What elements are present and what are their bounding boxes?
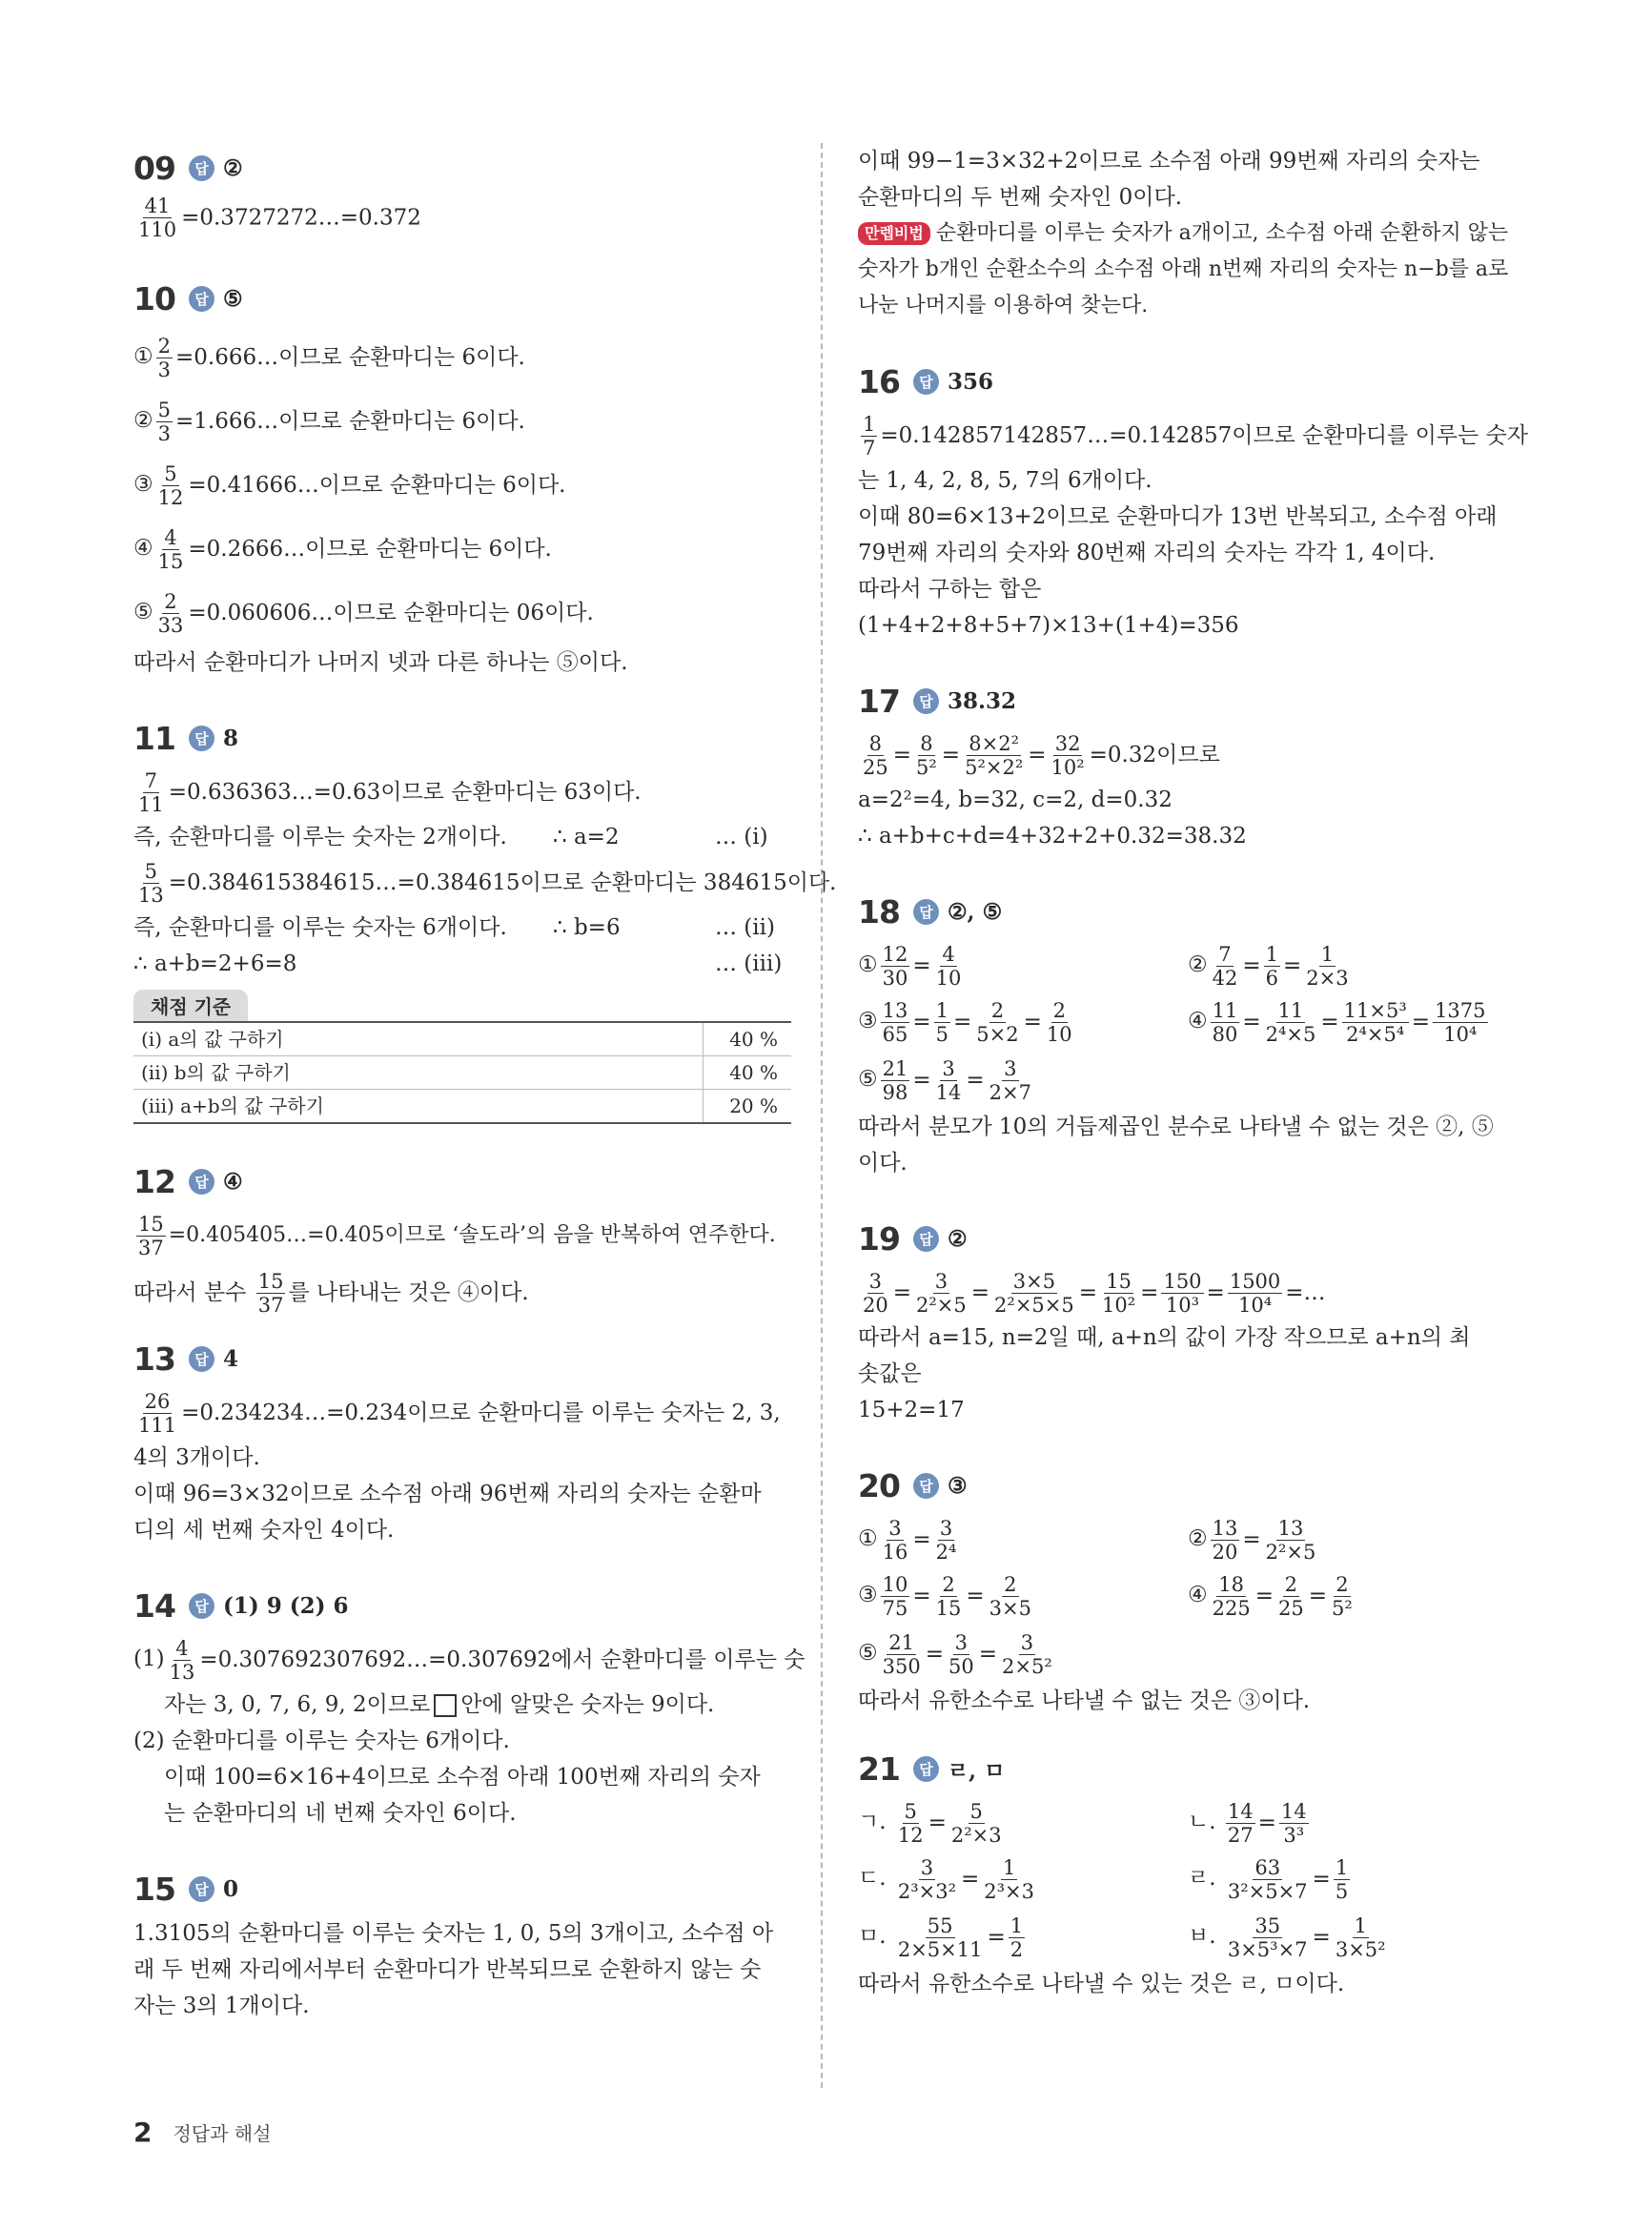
line-text: 4의 3개이다. [133,1445,260,1470]
question-21 [858,1744,1518,2002]
left-column [133,143,837,2024]
line-text: 는 순환마디의 네 번째 숫자인 6이다. [164,1801,517,1826]
line-text: 안에 알맞은 숫자는 9이다. [460,1692,715,1717]
answer-badge: 답 [913,1756,939,1782]
question-number: 18 [858,892,900,931]
right-column [858,143,1528,2002]
option-f: ㅂ. $\frac{35}{\text{3×5³×7}}$ = $\frac{1}{\text{3×5²}}$ [1188,1913,1386,1961]
line-text: =0.060606…이므로 순환마디는 06이다. [188,601,594,625]
answer: ⑤ [222,285,243,312]
tip-text: 순환마디를 이루는 숫자가 a개이고, 소수점 아래 순환하지 않는 [935,221,1509,245]
line-text: ∴ a+b=2+6=8 [133,951,297,976]
result: ∴ b=6 [553,915,621,940]
line-text: 이때 100=6×16+4이므로 소수점 아래 100번째 자리의 숫자 [164,1765,761,1790]
table-row: (ii) b의 값 구하기 40 % [133,1056,791,1090]
option-1: ① $\frac{12}{30}$ = $\frac{4}{10}$ [858,942,962,990]
question-11 [133,713,837,1124]
line-text: a=2²=4, b=32, c=2, d=0.32 [858,788,1173,812]
question-15-continued [858,143,1518,324]
item-marker: ① [133,344,153,369]
question-number: 13 [133,1340,175,1378]
answer: 0 [222,1875,238,1902]
line-text: =0.41666…이므로 순환마디는 6이다. [188,473,566,498]
option-4: ④ $\frac{11}{80}$ = $\frac{11}{\text{2⁴×5}}$ = $\frac{\text{11×5³}}{\text{2⁴×5⁴}}$ = $\frac{1375}{\text{10⁴}}$ [1188,998,1486,1046]
line-text: 이때 80=6×13+2이므로 순환마디가 13번 반복되고, 소수점 아래 [858,504,1498,529]
answer: ㄹ, ㅁ [947,1757,1006,1784]
line-text: 따라서 a=15, n=2일 때, a+n의 값이 가장 작으므로 a+n의 최 [858,1325,1471,1350]
table-row: (i) a의 값 구하기 40 % [133,1023,791,1056]
fraction: $\frac{1}{7}$ [863,412,876,460]
fraction: $\frac{8}{\text{5²}}$ [916,731,937,779]
line-text: =0.384615384615…=0.384615이므로 순환마디는 384615이다. [168,870,837,895]
answer: ④ [222,1168,243,1195]
conclusion: 따라서 유한소수로 나타낼 수 있는 것은 ㄹ, ㅁ이다. [858,1972,1345,1996]
line-text: 즉, 순환마디를 이루는 숫자는 6개이다. [133,915,507,940]
answer: 356 [947,368,993,395]
fraction: $\frac{15}{37}$ [257,1269,284,1317]
option-5: ⑤ $\frac{21}{98}$ = $\frac{3}{14}$ = $\frac{3}{2\times 7}$ [858,1056,1031,1104]
step-marker: … (i) [715,825,768,849]
question-20 [858,1461,1518,1719]
line-text: 이때 99−1=3×32+2이므로 소수점 아래 99번째 자리의 숫자는 [858,149,1480,174]
question-number: 17 [858,682,900,720]
footer-text: 정답과 해설 [173,2122,272,2145]
line-text: 를 나타내는 것은 ④이다. [288,1280,529,1305]
line-text: 디의 세 번째 숫자인 4이다. [133,1518,395,1543]
line-text: 순환마디의 두 번째 숫자인 0이다. [858,185,1183,210]
answer-badge: 답 [189,155,214,181]
option-4: ④ $\frac{18}{225}$ = $\frac{2}{25}$ = $\frac{2}{\text{5²}}$ [1188,1572,1353,1620]
question-17: 17 답 38.32 $\frac{8}{25}$ = $\frac{8}{\text{5²}}$ = $\frac{\text{8×2²}}{\text{5²×2²}}$ = $\frac{32}{\text{10²}}$ =0.32이므로 a=2²=4, b=32, c=2, d=0.32 ∴ a+b+c+d=4+32+2+0.32=38.32 [858,676,1518,854]
question-16 [858,357,1528,644]
answer-badge: 답 [913,899,939,925]
question-18 [858,887,1518,1181]
fraction: $\frac{26}{111}$ [138,1389,177,1437]
answer: 8 [222,725,238,751]
option-3: ③ $\frac{10}{75}$ = $\frac{2}{15}$ = $\frac{2}{3\times 5}$ [858,1572,1031,1620]
line-text: 자는 3의 1개이다. [133,1994,310,2018]
item-marker: ② [133,408,153,433]
question-13 [133,1334,791,1548]
option-5: ⑤ $\frac{21}{350}$ = $\frac{3}{50}$ = $\frac{3}{\text{2×5²}}$ [858,1630,1052,1678]
line-text: 솟값은 [858,1361,922,1386]
line-text: =0.32이므로 [1089,743,1220,767]
option-3: ③ $\frac{13}{65}$ = $\frac{1}{5}$ = $\frac{2}{5\times 2}$ = $\frac{2}{10}$ [858,998,1072,1046]
result: ∴ a=2 [553,825,620,849]
option-a: ㄱ. $\frac{5}{12}$ = $\frac{5}{\text{2²×3}}$ [858,1799,1002,1847]
fraction: $\frac{2}{3}$ [157,334,171,381]
step-marker: … (iii) [715,951,783,976]
line-text: ∴ a+b+c+d=4+32+2+0.32=38.32 [858,824,1247,849]
line-text: =0.234234…=0.234이므로 순환마디를 이루는 숫자는 2, 3, [181,1401,781,1425]
answer-badge: 답 [189,1876,214,1902]
conclusion: 따라서 순환마디가 나머지 넷과 다른 하나는 ⑤이다. [133,650,628,675]
line-text: 는 1, 4, 2, 8, 5, 7의 6개이다. [858,468,1152,493]
item-marker: ⑤ [133,600,153,624]
tip-text: 나눈 나머지를 이용하여 찾는다. [858,294,1149,317]
question-number: 20 [858,1466,900,1504]
line-text: 자는 3, 0, 7, 6, 9, 2이므로 [164,1692,431,1717]
answer: ② [947,1225,968,1252]
line-text: 즉, 순환마디를 이루는 숫자는 2개이다. [133,825,507,849]
page-number: 2 [133,2117,153,2148]
question-12 [133,1156,791,1322]
fraction: $\frac{7}{11}$ [138,768,164,816]
line-text: =0.142857142857…=0.142857이므로 순환마디를 이루는 숫자 [880,423,1528,448]
fraction: $\frac{5}{12}$ [157,461,184,509]
line-text: 79번째 자리의 숫자와 80번째 자리의 숫자는 각각 1, 4이다. [858,541,1436,565]
answer-badge: 답 [189,1593,214,1619]
item-marker: ③ [133,472,153,497]
answer-badge: 답 [189,286,214,312]
line-text: 래 두 번째 자리에서부터 순환마디가 반복되므로 순환하지 않는 숫 [133,1957,762,1982]
answer-badge: 답 [913,1473,939,1499]
question-number: 09 [133,149,175,187]
question-number: 10 [133,279,175,317]
item-marker: ④ [133,536,153,561]
line-text: =0.3727272…=0.372 [181,205,421,231]
tip-text: 숫자가 b개인 순환소수의 소수점 아래 n번째 자리의 숫자는 n−b를 a로 [858,257,1509,281]
column-divider [821,143,823,2088]
question-09 [133,143,791,241]
table-row: (iii) a+b의 값 구하기 20 % [133,1090,791,1122]
grading-table-title: 채점 기준 [133,990,248,1021]
answer: 38.32 [947,687,1016,714]
line-text: 따라서 분수 [133,1280,247,1305]
option-2: ② $\frac{13}{20}$ = $\frac{13}{\text{2²×5}}$ [1188,1516,1316,1564]
answer: 4 [222,1345,238,1372]
option-2: ② $\frac{7}{42}$ = $\frac{1}{6}$ = $\frac{1}{2\times 3}$ [1188,942,1349,990]
fraction: $\frac{4}{13}$ [169,1636,195,1684]
answer: ②, ⑤ [947,898,1003,925]
question-number: 14 [133,1586,175,1625]
line-text: 따라서 구하는 합은 [858,577,1042,602]
question-10 [133,274,791,681]
question-number: 19 [858,1219,900,1258]
line-text: (2) 순환마디를 이루는 숫자는 6개이다. [133,1729,510,1753]
fraction: $\frac{41}{110}$ [138,194,177,241]
line-text: =0.307692307692…=0.307692에서 순환마디를 이루는 숫 [199,1647,806,1672]
answer-badge: 답 [913,369,939,395]
question-19: 19 답 ② $\frac{3}{20}$ = $\frac{3}{\text{2²×5}}$ = $\frac{3\times 5}{\text{2²×5×5}}$ = $\frac{15}{\text{10²}}$ = $\frac{150}{\text{10³}}$ = $\frac{1500}{\text{10⁴}}$ =… 따라서 a=15, n=2일 때, a+n의 값이 가장 작으므로 a+n의 최 솟값은 15+2=17 [858,1214,1518,1428]
fraction: $\frac{\text{8×2²}}{\text{5²×2²}}$ [965,731,1024,779]
line-text: =0.666…이므로 순환마디는 6이다. [175,345,525,370]
answer-badge: 답 [189,1169,214,1195]
conclusion: 따라서 분모가 10의 거듭제곱인 분수로 나타낼 수 없는 것은 ②, ⑤ [858,1115,1494,1139]
fraction: $\frac{15}{37}$ [138,1212,164,1259]
line-text: =1.666…이므로 순환마디는 6이다. [175,409,525,434]
line-text: 1.3105의 순환마디를 이루는 숫자는 1, 0, 5의 3개이고, 소수점 아 [133,1921,774,1946]
grading-table [133,990,791,1124]
conclusion: 따라서 유한소수로 나타낼 수 없는 것은 ③이다. [858,1688,1311,1713]
fraction: $\frac{32}{\text{10²}}$ [1050,731,1085,779]
tip-badge: 만렙비법 [858,222,930,245]
fraction: $\frac{8}{25}$ [863,731,888,779]
option-1: ① $\frac{3}{16}$ = $\frac{3}{\text{2⁴}}$ [858,1516,957,1564]
answer: (1) 9 (2) 6 [222,1592,349,1619]
fraction: $\frac{5}{3}$ [157,398,171,445]
option-e: ㅁ. $\frac{55}{2\times 5\times 11}$ = $\frac{1}{2}$ [858,1913,1024,1961]
answer-badge: 답 [913,688,939,714]
answer-badge: 답 [189,1346,214,1372]
option-c: ㄷ. $\frac{3}{\text{2³×3²}}$ = $\frac{1}{\text{2³×3}}$ [858,1855,1035,1903]
line-text: =0.2666…이므로 순환마디는 6이다. [188,537,552,562]
fraction: $\frac{5}{13}$ [138,859,164,907]
step-marker: … (ii) [715,915,775,940]
question-15 [133,1864,791,2024]
line-text: (1+4+2+8+5+7)×13+(1+4)=356 [858,613,1239,638]
conclusion: 이다. [858,1151,908,1176]
blank-box [434,1694,457,1717]
answer: ② [222,154,243,181]
question-number: 15 [133,1870,175,1908]
answer: ③ [947,1472,968,1499]
page-footer [133,2117,271,2148]
line-text: 이때 96=3×32이므로 소수점 아래 96번째 자리의 숫자는 순환마 [133,1482,762,1506]
line-text: =0.636363…=0.63이므로 순환마디는 63이다. [168,780,642,805]
answer-badge: 답 [189,726,214,751]
question-14 [133,1581,806,1831]
option-b: ㄴ. $\frac{14}{27}$ = $\frac{14}{\text{3³}}$ [1188,1799,1307,1847]
question-number: 12 [133,1162,175,1200]
question-number: 11 [133,719,175,757]
question-number: 21 [858,1749,900,1788]
fraction: $\frac{2}{33}$ [157,589,184,637]
option-d: ㄹ. $\frac{63}{\text{3²×5×7}}$ = $\frac{1}{5}$ [1188,1855,1349,1903]
answer-badge: 답 [913,1226,939,1252]
line-text: =0.405405…=0.405이므로 ‘솔도라’의 음을 반복하여 연주한다. [168,1223,776,1247]
item-marker: (1) [133,1647,165,1671]
fraction: $\frac{4}{15}$ [157,525,184,573]
line-text: 15+2=17 [858,1398,965,1422]
question-number: 16 [858,362,900,400]
